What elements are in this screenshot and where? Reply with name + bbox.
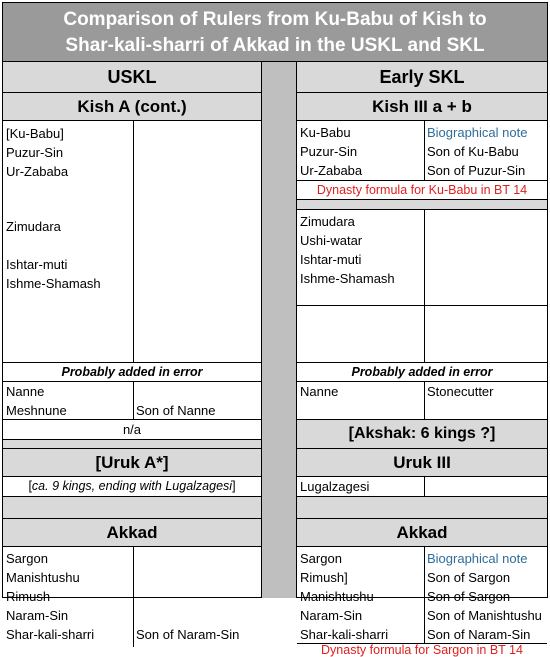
table-cell: Son of Sargon	[427, 570, 511, 585]
list-item: Ishme-Shamash	[300, 271, 395, 286]
table-row: Naram-Sin	[300, 608, 363, 623]
biographical-note: Biographical note	[427, 125, 528, 140]
blank-block	[297, 306, 547, 363]
uruk-iii-rows-block	[297, 477, 547, 497]
table-row: Sargon	[6, 551, 48, 566]
table-row: Naram-Sin	[6, 608, 69, 623]
table-row: Manishtushu	[6, 570, 80, 585]
table-row: Shar-kali-sharri	[300, 627, 389, 642]
table-row: Lugalzagesi	[300, 479, 370, 494]
na-label: n/a	[3, 420, 261, 440]
kish-iii-rows-block	[297, 121, 547, 181]
spacer	[3, 440, 261, 449]
table-row: Manishtushu	[300, 589, 374, 604]
table-cell: Stonecutter	[427, 384, 494, 399]
table-row: Puzur-Sin	[300, 144, 358, 159]
table-row: Ur-Zababa	[300, 163, 363, 178]
probably-added-in-error-label: Probably added in error	[297, 363, 547, 382]
comparison-table	[2, 2, 548, 657]
list-item: Ishme-Shamash	[6, 276, 101, 291]
list-item: Ushi-watar	[300, 233, 363, 248]
table-row: Ku-Babu	[300, 125, 351, 140]
column-gutter	[261, 62, 297, 598]
table-title	[3, 3, 547, 62]
table-cell: Son of Sargon	[427, 589, 511, 604]
akkad-heading: Akkad	[3, 519, 261, 547]
kish-iii-heading: Kish III a + b	[297, 93, 547, 121]
uruk-a-note: [ca. 9 kings, ending with Lugalzagesi]	[3, 477, 261, 497]
title-line-2: Shar-kali-sharri of Akkad in the USKL and SKL	[65, 35, 485, 56]
kish-a-names-block	[3, 121, 261, 363]
uskl-heading: USKL	[3, 62, 261, 93]
uruk-iii-heading: Uruk III	[297, 449, 547, 477]
table-row: Meshnune	[6, 403, 67, 418]
table-cell: Son of Puzur-Sin	[427, 163, 526, 178]
list-item: Ishtar-muti	[300, 252, 362, 267]
list-item: Zimudara	[6, 219, 61, 234]
list-item: Puzur-Sin	[6, 145, 64, 160]
list-item: [Ku-Babu]	[6, 126, 64, 141]
list-item: Ur-Zababa	[6, 164, 69, 179]
table-row: Nanne	[6, 384, 45, 399]
biographical-note: Biographical note	[427, 551, 528, 566]
list-item: Ishtar-muti	[6, 257, 68, 272]
error-rows-block	[297, 382, 547, 420]
table-row: Rimush]	[300, 570, 348, 585]
probably-added-in-error-label: Probably added in error	[3, 363, 261, 382]
table-row: Nanne	[300, 384, 339, 399]
error-rows-block	[3, 382, 261, 420]
dynasty-formula-sargon: Dynasty formula for Sargon in BT 14	[321, 643, 523, 657]
spacer	[297, 200, 547, 210]
spacer	[297, 497, 547, 519]
table-cell: Son of Nanne	[136, 403, 216, 418]
akkad-rows-block	[297, 547, 547, 644]
table-row: Sargon	[300, 551, 342, 566]
table-cell: Son of Naram-Sin	[427, 627, 531, 642]
table-row: Rimush	[6, 589, 51, 604]
dynasty-formula-ku-babu: Dynasty formula for Ku-Babu in BT 14	[297, 181, 547, 200]
akkad-rows-block	[3, 547, 261, 647]
uruk-a-heading: [Uruk A*]	[3, 449, 261, 477]
spacer	[3, 497, 261, 519]
kish-iii-group2-block	[297, 210, 547, 306]
table-cell: Son of Ku-Babu	[427, 144, 519, 159]
akkad-heading: Akkad	[297, 519, 547, 547]
early-skl-heading: Early SKL	[297, 62, 547, 93]
table-cell: Son of Naram-Sin	[136, 627, 240, 642]
list-item: Zimudara	[300, 214, 355, 229]
title-line-1: Comparison of Rulers from Ku-Babu of Kish to	[63, 9, 487, 30]
kish-a-heading: Kish A (cont.)	[3, 93, 261, 121]
table-row: Shar-kali-sharri	[6, 627, 95, 642]
akshak-heading: [Akshak: 6 kings ?]	[297, 420, 547, 449]
table-cell: Son of Manishtushu	[427, 608, 542, 623]
